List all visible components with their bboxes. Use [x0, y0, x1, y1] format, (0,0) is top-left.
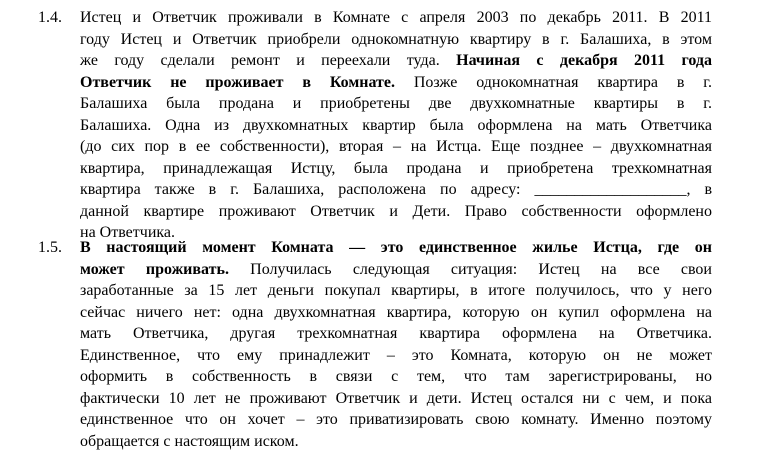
text-line: [80, 388, 712, 410]
text: квартира, принадлежащая Истцу, была продана и приобретена трехкомнатная: [80, 160, 712, 177]
text: мать Ответчика, другая трехкомнатная квартира оформлена на Ответчика.: [80, 325, 712, 342]
text-line: [80, 50, 712, 72]
text: единственное что он хочет – это приватизировать свою комнату. Именно поэтому: [80, 411, 712, 428]
text: году Истец и Ответчик приобрели однокомнатную квартиру в г. Балашиха, в этом: [80, 31, 712, 48]
text-line: [80, 136, 712, 158]
text: Балашиха. Одна из двухкомнатных квартир была оформлена на мать Ответчика: [80, 117, 712, 134]
text-line: [80, 29, 712, 51]
text: квартира также в г. Балашиха, расположена по адресу: ___________________, в: [80, 181, 712, 198]
text: Позже однокомнатная квартира в г.: [395, 74, 712, 91]
text-line: [80, 409, 712, 431]
text-line: [80, 72, 712, 94]
bold-text: может проживать.: [80, 261, 229, 278]
text: на Ответчика.: [80, 224, 175, 241]
text-line: [80, 259, 712, 281]
text: Балашиха была продана и приобретены две двухкомнатные квартиры в г.: [80, 95, 712, 112]
text: Получилась следующая ситуация: Истец на все свои: [229, 261, 712, 278]
text-line: [80, 366, 712, 388]
text-line: [80, 201, 712, 223]
text-line: [80, 158, 712, 180]
bold-text: В настоящий момент Комната — это единственное жилье Истца, где он: [80, 239, 712, 256]
paragraph-body: [80, 7, 712, 244]
text: заработанные за 15 лет деньги покупал квартиры, в итоге получилось, что у него: [80, 282, 712, 299]
text-line: [80, 323, 712, 345]
text: Единственное, что ему принадлежит – это Комната, которую он не может: [80, 347, 712, 364]
text-line: [80, 179, 712, 201]
text: Истец и Ответчик проживали в Комнате с апреля 2003 по декабрь 2011. В 2011: [80, 9, 712, 26]
text-line: [80, 345, 712, 367]
text-line: [80, 280, 712, 302]
paragraph-body: [80, 237, 712, 452]
text: же году сделали ремонт и переехали туда.: [80, 52, 456, 69]
text-line: [80, 237, 712, 259]
text: обращается с настоящим иском.: [80, 433, 299, 450]
text-line: [80, 302, 712, 324]
text: (до сих пор в ее собственности), вторая – на Истца. Еще позднее – двухкомнатная: [80, 138, 712, 155]
text: фактически 10 лет не проживают Ответчик и дети. Истец остался ни с чем, и пока: [80, 390, 712, 407]
text: оформить в собственность в связи с тем, что там зарегистрированы, но: [80, 368, 712, 385]
bold-text: Начиная с декабря 2011 года: [456, 52, 712, 69]
text-line: [80, 7, 712, 29]
text-line: [80, 431, 712, 452]
bold-text: Ответчик не проживает в Комнате.: [80, 74, 395, 91]
text-line: [80, 115, 712, 137]
text: сейчас ничего нет: одна двухкомнатная квартира, которую он купил оформлена на: [80, 304, 712, 321]
paragraph-number: 1.5.: [38, 237, 62, 259]
text-line: [80, 93, 712, 115]
text: данной квартире проживают Ответчик и Дети. Право собственности оформлено: [80, 203, 712, 220]
paragraph-number: 1.4.: [38, 7, 62, 29]
